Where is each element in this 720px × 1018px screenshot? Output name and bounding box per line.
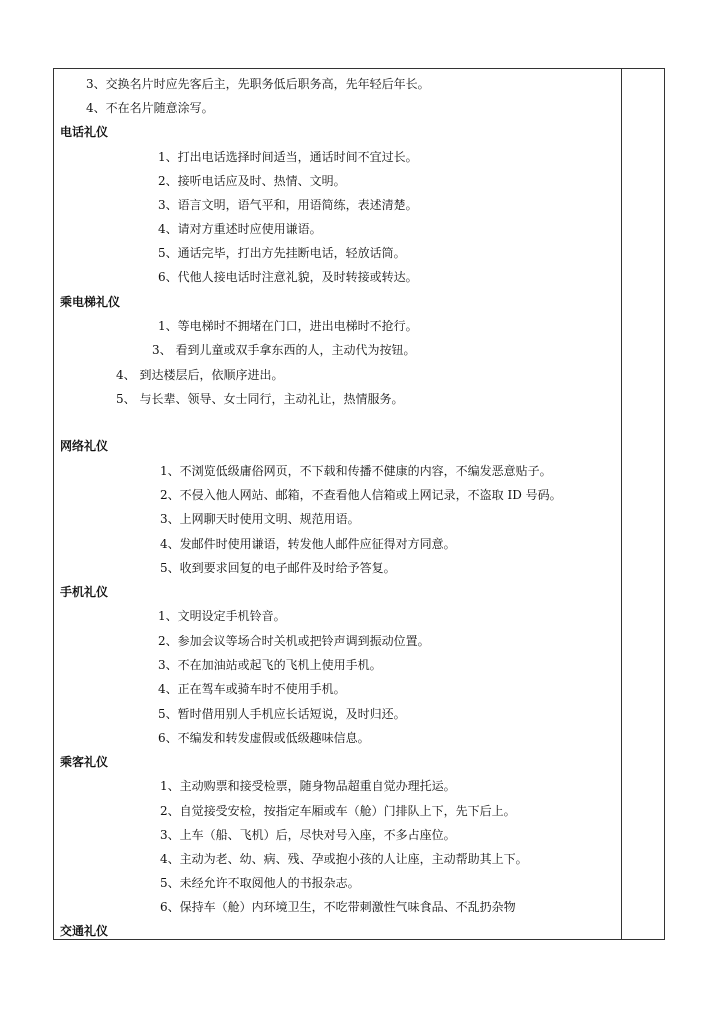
list-item: 6、不编发和转发虚假或低级趣味信息。 [158,731,370,745]
list-item: 2、不侵入他人网站、邮箱，不查看他人信箱或上网记录，不盗取 ID 号码。 [160,488,562,502]
list-item: 4、不在名片随意涂写。 [86,101,214,115]
list-item: 5、通话完毕，打出方先挂断电话，轻放话筒。 [158,246,406,260]
list-item: 5、未经允许不取阅他人的书报杂志。 [160,876,360,890]
section-heading-passenger: 乘客礼仪 [60,755,109,769]
column-divider [621,68,622,940]
list-item: 3、上车（船、飞机）后，尽快对号入座，不多占座位。 [160,828,456,842]
list-item: 6、代他人接电话时注意礼貌，及时转接或转达。 [158,270,418,284]
list-item: 2、参加会议等场合时关机或把铃声调到振动位置。 [158,634,430,648]
list-item: 3、语言文明，语气平和，用语简练，表述清楚。 [158,198,418,212]
list-item: 2、接听电话应及时、热情、文明。 [158,174,346,188]
list-item: 3、交换名片时应先客后主，先职务低后职务高，先年轻后年长。 [86,77,430,91]
list-item: 1、文明设定手机铃音。 [158,609,286,623]
list-item: 6、保持车（舱）内环境卫生，不吃带刺激性气味食品、不乱扔杂物 [160,900,516,914]
section-heading-phone: 电话礼仪 [60,125,109,139]
list-item: 4、 到达楼层后，依顺序进出。 [116,368,284,382]
list-item: 3、不在加油站或起飞的飞机上使用手机。 [158,658,382,672]
section-heading-mobile: 手机礼仪 [60,585,109,599]
section-heading-elevator: 乘电梯礼仪 [60,295,121,309]
list-item: 4、发邮件时使用谦语，转发他人邮件应征得对方同意。 [160,537,456,551]
list-item: 1、主动购票和接受检票，随身物品超重自觉办理托运。 [160,779,456,793]
list-item: 3、上网聊天时使用文明、规范用语。 [160,512,360,526]
list-item: 4、主动为老、幼、病、残、孕或抱小孩的人让座，主动帮助其上下。 [160,852,528,866]
list-item: 4、正在驾车或骑车时不使用手机。 [158,682,346,696]
list-item: 5、 与长辈、领导、女士同行，主动礼让，热情服务。 [116,392,404,406]
section-heading-traffic: 交通礼仪 [60,924,109,938]
list-item: 4、请对方重述时应使用谦语。 [158,222,322,236]
list-item: 2、自觉接受安检，按指定车厢或车（舱）门排队上下，先下后上。 [160,804,516,818]
list-item: 5、收到要求回复的电子邮件及时给予答复。 [160,561,396,575]
list-item: 5、暂时借用别人手机应长话短说，及时归还。 [158,707,406,721]
list-item: 1、等电梯时不拥堵在门口，进出电梯时不抢行。 [158,319,418,333]
list-item: 1、打出电话选择时间适当，通话时间不宜过长。 [158,150,418,164]
section-heading-network: 网络礼仪 [60,439,109,453]
list-item: 3、 看到儿童或双手拿东西的人，主动代为按钮。 [152,343,416,357]
list-item: 1、不浏览低级庸俗网页，不下载和传播不健康的内容，不编发恶意贴子。 [160,464,552,478]
